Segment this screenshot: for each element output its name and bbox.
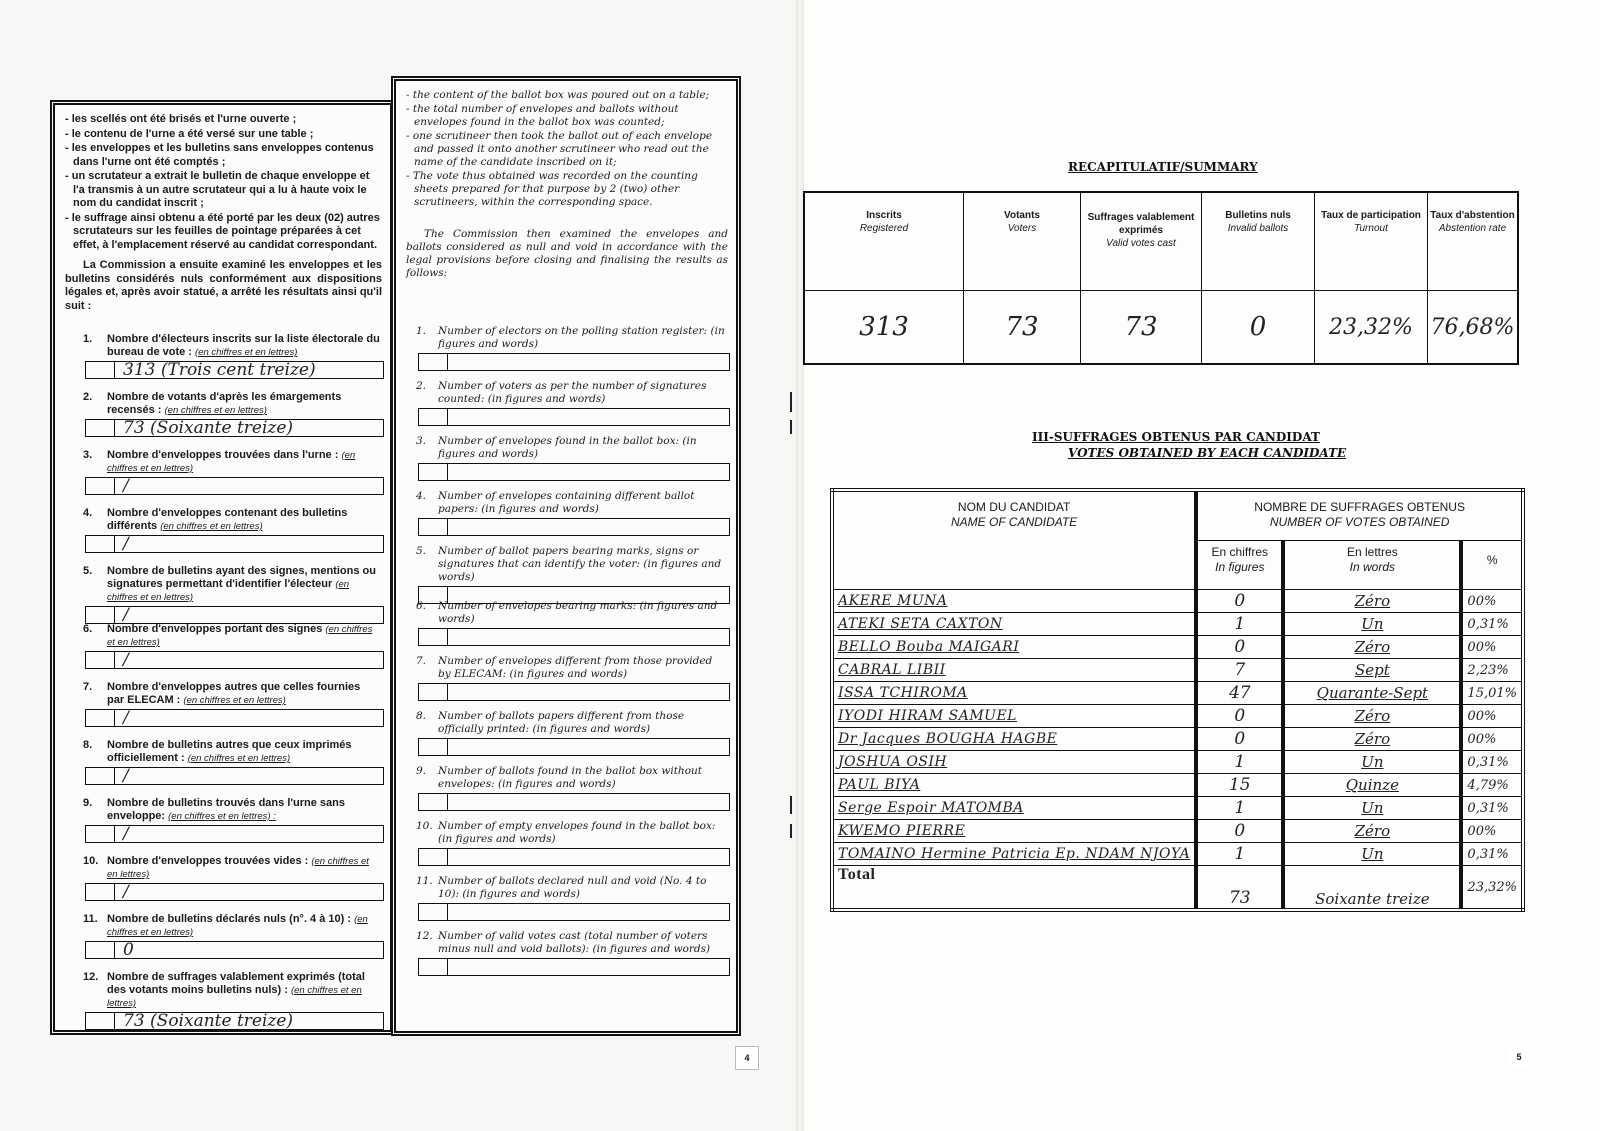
item-label: Nombre d'enveloppes autres que celles fournies par ELECAM : (en chiffres et en lettres) [107, 681, 361, 706]
item-answer-prefix-cell [86, 478, 115, 494]
candidate-row [832, 705, 1523, 728]
item-label: Nombre d'électeurs inscrits sur la liste électorale du bureau de vote : (en chiffres et en lettres) [107, 333, 380, 358]
candidate-row [832, 636, 1523, 659]
item-label: Number of envelopes found in the ballot box: (in figures and words) [438, 435, 697, 460]
candidate-votes-figures: 1 [1196, 613, 1283, 636]
item-number: 1. [83, 333, 93, 345]
en-bullet: - The vote thus obtained was recorded on the counting sheets prepared for that purpose by 2 (two) other scrutineers, within the corresponding space. [406, 170, 730, 209]
item-answer-value: 73 (Soixante treize) [123, 1011, 294, 1031]
fr-item-9 [55, 797, 390, 843]
fr-bullet: - le suffrage ainsi obtenu a été porté par les deux (02) autres scrutateurs sur les feuilles de pointage préparées à cet effet, à l'emplacement réservé au candidat correspondant. [65, 212, 384, 253]
item-label: Nombre d'enveloppes trouvées vides : (en chiffres et en lettres) [107, 855, 369, 880]
item-answer-prefix-cell [86, 1013, 115, 1029]
margin-mark [790, 420, 792, 434]
candidate-votes-words: Quarante-Sept [1283, 682, 1461, 705]
item-number: 4. [83, 507, 93, 519]
candidate-votes-figures: 15 [1196, 774, 1283, 797]
fr-bullet: - le contenu de l'urne a été versé sur une table ; [65, 128, 384, 142]
item-answer-field[interactable] [85, 361, 384, 379]
item-answer-field[interactable] [85, 419, 384, 437]
item-answer-field[interactable] [418, 353, 730, 371]
item-number: 7. [416, 655, 427, 667]
candidate-votes-percent: 00% [1461, 705, 1523, 728]
item-answer-prefix-cell [419, 464, 448, 480]
candidate-votes-figures: 1 [1196, 751, 1283, 774]
header-in-words: En lettres In words [1283, 541, 1461, 590]
en-bullet: - the content of the ballot box was poured out on a table; [406, 89, 730, 102]
item-answer-value [448, 409, 729, 425]
item-label: Number of envelopes bearing marks: (in figures and words) [438, 600, 718, 625]
candidate-votes-percent: 15,01% [1461, 682, 1523, 705]
candidate-votes-words: Un [1283, 843, 1461, 866]
item-answer-value: 313 (Trois cent treize) [123, 360, 316, 380]
item-answer-value: / [123, 882, 129, 902]
item-label: Nombre d'enveloppes contenant des bulletins différents (en chiffres et en lettres) [107, 507, 348, 532]
fr-item-10 [55, 855, 390, 901]
candidate-votes-percent: 0,31% [1461, 843, 1523, 866]
candidate-votes-percent: 00% [1461, 728, 1523, 751]
candidate-votes-figures: 0 [1196, 590, 1283, 613]
item-number: 10. [416, 820, 433, 832]
candidate-name: CABRAL LIBII [832, 659, 1196, 682]
summary-header-abstention: Taux d'abstention Abstention rate [1428, 192, 1519, 291]
item-label: Number of ballots found in the ballot box without envelopes: (in figures and words) [438, 765, 703, 790]
item-number: 11. [83, 913, 98, 925]
candidate-row [832, 613, 1523, 636]
candidate-votes-percent: 0,31% [1461, 751, 1523, 774]
item-answer-prefix-cell [419, 739, 448, 755]
item-number: 6. [83, 623, 93, 635]
french-report-panel [50, 100, 395, 1035]
turnout-value: 23,32% [1315, 291, 1428, 365]
item-answer-prefix-cell [86, 420, 115, 436]
item-answer-value: 73 (Soixante treize) [123, 418, 294, 438]
item-number: 1. [416, 325, 427, 337]
item-answer-field[interactable] [418, 848, 730, 866]
candidates-table [830, 488, 1525, 912]
candidate-votes-words: Un [1283, 613, 1461, 636]
valid-votes-value: 73 [1081, 291, 1202, 365]
item-answer-field[interactable] [85, 709, 384, 727]
item-answer-prefix-cell [86, 942, 115, 958]
candidate-votes-percent: 00% [1461, 636, 1523, 659]
header-percent: % [1461, 541, 1523, 590]
page-number-left: 4 [735, 1046, 759, 1070]
fr-item-7 [55, 681, 390, 727]
candidate-name: JOSHUA OSIH [832, 751, 1196, 774]
margin-mark [790, 796, 792, 814]
item-answer-prefix-cell [86, 884, 115, 900]
candidate-votes-words: Zéro [1283, 820, 1461, 843]
item-label: Nombre d'enveloppes portant des signes (en chiffres et en lettres) [107, 623, 373, 648]
total-percent: 23,32% [1461, 866, 1523, 911]
item-answer-value [448, 519, 729, 535]
item-answer-field[interactable] [418, 793, 730, 811]
candidate-name: IYODI HIRAM SAMUEL [832, 705, 1196, 728]
item-answer-value: / [123, 766, 129, 786]
candidates-header-row [832, 490, 1523, 541]
item-answer-prefix-cell [419, 354, 448, 370]
candidate-votes-figures: 7 [1196, 659, 1283, 682]
voters-value: 73 [964, 291, 1081, 365]
item-answer-value: / [123, 534, 129, 554]
item-answer-value [448, 464, 729, 480]
candidate-votes-words: Un [1283, 797, 1461, 820]
item-answer-prefix-cell [86, 362, 115, 378]
en-item-9 [396, 765, 736, 811]
invalid-ballots-value: 0 [1202, 291, 1315, 365]
item-answer-field[interactable] [85, 606, 384, 624]
fr-item-12 [55, 971, 390, 1030]
candidate-votes-percent: 0,31% [1461, 613, 1523, 636]
en-item-4 [396, 490, 736, 536]
summary-header-voters: Votants Voters [964, 192, 1081, 291]
item-number: 5. [416, 545, 427, 557]
header-votes-obtained: NOMBRE DE SUFFRAGES OBTENUS NUMBER OF VOTES OBTAINED [1196, 490, 1523, 541]
item-answer-value [448, 684, 729, 700]
en-bullet: - the total number of envelopes and ballots without envelopes found in the ballot box was counted; [406, 103, 730, 129]
fr-bullet: - un scrutateur a extrait le bulletin de chaque enveloppe et l'a transmis à un autre scrutateur qui a lu à haute voix le nom du candidat inscrit ; [65, 170, 384, 211]
item-number: 5. [83, 565, 93, 577]
page-number-right: 5 [1508, 1046, 1530, 1068]
candidate-name: Dr Jacques BOUGHA HAGBE [832, 728, 1196, 751]
candidate-votes-words: Zéro [1283, 705, 1461, 728]
item-number: 2. [83, 391, 93, 403]
item-answer-field[interactable] [85, 1012, 384, 1030]
fr-bullet: - les enveloppes et les bulletins sans enveloppes contenus dans l'urne ont été comptés ; [65, 142, 384, 169]
total-words: Soixante treize [1283, 866, 1461, 911]
header-in-figures: En chiffres In figures [1196, 541, 1283, 590]
item-number: 12. [416, 930, 433, 942]
en-item-12 [396, 930, 736, 976]
item-label: Nombre de suffrages valablement exprimés (total des votants moins bulletins nuls) : (en chiffres et en lettres) [107, 971, 365, 1009]
en-item-3 [396, 435, 736, 481]
total-label-cell: Total [832, 866, 1196, 911]
item-answer-prefix-cell [86, 536, 115, 552]
item-answer-field[interactable] [418, 738, 730, 756]
summary-header-turnout: Taux de participation Turnout [1315, 192, 1428, 291]
item-number: 8. [416, 710, 427, 722]
item-number: 7. [83, 681, 93, 693]
item-answer-prefix-cell [419, 849, 448, 865]
header-candidate-name: NOM DU CANDIDAT NAME OF CANDIDATE [832, 490, 1196, 590]
item-answer-prefix-cell [419, 959, 448, 975]
margin-mark [790, 824, 792, 838]
summary-values-row [804, 291, 1518, 365]
fr-item-8 [55, 739, 390, 785]
item-answer-field[interactable] [418, 628, 730, 646]
candidate-votes-figures: 0 [1196, 705, 1283, 728]
item-answer-value [448, 739, 729, 755]
item-label: Number of ballots papers different from those officially printed: (in figures and words) [438, 710, 685, 735]
item-number: 9. [83, 797, 93, 809]
en-item-7 [396, 655, 736, 701]
item-answer-value [448, 354, 729, 370]
candidate-votes-percent: 4,79% [1461, 774, 1523, 797]
candidate-row [832, 820, 1523, 843]
fr-item-1 [55, 333, 390, 379]
item-label: Number of valid votes cast (total number of voters minus null and void ballots): (in figures and words) [438, 930, 711, 955]
candidate-row [832, 843, 1523, 866]
item-answer-prefix-cell [419, 409, 448, 425]
item-answer-prefix-cell [419, 684, 448, 700]
item-answer-prefix-cell [419, 904, 448, 920]
item-number: 12. [83, 971, 99, 983]
item-label: Number of envelopes different from those provided by ELECAM: (in figures and words) [438, 655, 713, 680]
candidate-name: ISSA TCHIROMA [832, 682, 1196, 705]
en-bullet: - one scrutineer then took the ballot out of each envelope and passed it onto another scrutineer who read out the name of the candidate inscribed on it; [406, 130, 730, 169]
english-report-panel [391, 76, 741, 1036]
item-answer-value [448, 959, 729, 975]
candidate-votes-words: Zéro [1283, 636, 1461, 659]
candidate-name: AKERE MUNA [832, 590, 1196, 613]
candidate-name: KWEMO PIERRE [832, 820, 1196, 843]
candidate-votes-figures: 0 [1196, 728, 1283, 751]
item-answer-field[interactable] [418, 518, 730, 536]
en-intro-paragraph: The Commission then examined the envelopes and ballots considered as null and void in accordance with the legal provisions before closing and finalising the results as follows: [406, 228, 728, 279]
candidate-votes-figures: 1 [1196, 843, 1283, 866]
candidate-votes-percent: 00% [1461, 820, 1523, 843]
item-answer-field[interactable] [85, 767, 384, 785]
item-answer-value [448, 629, 729, 645]
candidate-row [832, 774, 1523, 797]
candidates-body [832, 590, 1523, 866]
candidate-votes-percent: 0,31% [1461, 797, 1523, 820]
item-answer-field[interactable] [85, 477, 384, 495]
item-answer-field[interactable] [85, 883, 384, 901]
item-label: Number of empty envelopes found in the ballot box: (in figures and words) [438, 820, 716, 845]
candidate-row [832, 751, 1523, 774]
item-number: 11. [416, 875, 433, 887]
candidate-votes-figures: 47 [1196, 682, 1283, 705]
item-number: 3. [416, 435, 427, 447]
candidate-name: ATEKI SETA CAXTON [832, 613, 1196, 636]
candidates-total-row [832, 866, 1523, 911]
en-item-8 [396, 710, 736, 756]
item-label: Nombre de bulletins trouvés dans l'urne sans enveloppe: (en chiffres et en lettres) : [107, 797, 345, 822]
french-procedure-list [55, 105, 390, 252]
candidate-row [832, 682, 1523, 705]
candidate-row [832, 728, 1523, 751]
candidate-row [832, 659, 1523, 682]
item-label: Nombre d'enveloppes trouvées dans l'urne : (en chiffres et en lettres) [107, 449, 356, 474]
en-item-2 [396, 380, 736, 426]
item-label: Nombre de votants d'après les émargements recensés : (en chiffres et en lettres) [107, 391, 342, 416]
item-answer-field[interactable] [418, 683, 730, 701]
item-answer-field[interactable] [85, 651, 384, 669]
en-item-10 [396, 820, 736, 866]
margin-mark [790, 392, 792, 412]
candidate-votes-words: Sept [1283, 659, 1461, 682]
item-label: Number of ballot papers bearing marks, signs or signatures that can identify the voter: (in figures and words) [438, 545, 722, 583]
fr-item-2 [55, 391, 390, 437]
summary-header-invalid: Bulletins nuls Invalid ballots [1202, 192, 1315, 291]
item-label: Nombre de bulletins ayant des signes, mentions ou signatures permettant d'identifier l'électeur (en chiffres et en lettres) [107, 565, 376, 603]
item-answer-value: 0 [123, 940, 134, 960]
candidate-votes-words: Zéro [1283, 728, 1461, 751]
item-answer-field[interactable] [85, 535, 384, 553]
candidate-name: Serge Espoir MATOMBA [832, 797, 1196, 820]
item-number: 10. [83, 855, 99, 867]
item-answer-value: / [123, 650, 129, 670]
item-answer-prefix-cell [419, 794, 448, 810]
en-item-11 [396, 875, 736, 921]
item-answer-value: / [123, 708, 129, 728]
summary-header-row [804, 192, 1518, 291]
candidate-votes-figures: 1 [1196, 797, 1283, 820]
fr-item-6 [55, 623, 390, 669]
candidate-votes-words: Un [1283, 751, 1461, 774]
item-answer-value [448, 794, 729, 810]
item-answer-field[interactable] [418, 463, 730, 481]
abstention-value: 76,68% [1428, 291, 1519, 365]
summary-table [803, 191, 1519, 365]
candidate-name: TOMAINO Hermine Patricia Ep. NDAM NJOYA [832, 843, 1196, 866]
en-item-6 [396, 600, 736, 646]
candidate-votes-percent: 2,23% [1461, 659, 1523, 682]
candidate-votes-figures: 0 [1196, 820, 1283, 843]
candidate-votes-figures: 0 [1196, 636, 1283, 659]
item-answer-value [448, 849, 729, 865]
candidates-section-title-fr: III-SUFFRAGES OBTENUS PAR CANDIDAT [1032, 430, 1320, 444]
fr-item-4 [55, 507, 390, 553]
en-item-1 [396, 325, 736, 371]
item-number: 6. [416, 600, 427, 612]
item-answer-prefix-cell [86, 768, 115, 784]
item-answer-field[interactable] [85, 825, 384, 843]
item-answer-field[interactable] [418, 903, 730, 921]
item-answer-prefix-cell [86, 652, 115, 668]
item-label: Number of electors on the polling station register: (in figures and words) [438, 325, 725, 350]
item-answer-prefix-cell [86, 710, 115, 726]
item-answer-prefix-cell [419, 629, 448, 645]
item-label: Nombre de bulletins déclarés nuls (n°. 4 à 10) : (en chiffres et en lettres) [107, 913, 368, 938]
item-answer-prefix-cell [86, 826, 115, 842]
summary-header-valid-votes: Suffrages valablement exprimés Valid votes cast [1081, 192, 1202, 291]
candidate-row [832, 797, 1523, 820]
registered-value: 313 [804, 291, 964, 365]
summary-title: RECAPITULATIF/SUMMARY [1068, 160, 1258, 174]
item-answer-value: / [123, 476, 129, 496]
item-label: Number of voters as per the number of signatures counted: (in figures and words) [438, 380, 707, 405]
total-figures: 73 [1196, 866, 1283, 911]
candidate-votes-words: Quinze [1283, 774, 1461, 797]
item-answer-field[interactable] [418, 958, 730, 976]
candidate-row [832, 590, 1523, 613]
fr-intro-paragraph: La Commission a ensuite examiné les enveloppes et les bulletins considérés nuls conformément aux dispositions légales et, après avoir statué, a arrêté les résultats ainsi qu'il suit : [65, 259, 382, 312]
candidate-votes-words: Zéro [1283, 590, 1461, 613]
item-label: Number of ballots declared null and void (No. 4 to 10): (in figures and words) [438, 875, 707, 900]
item-number: 3. [83, 449, 93, 461]
item-answer-value [448, 904, 729, 920]
candidate-votes-percent: 00% [1461, 590, 1523, 613]
candidate-name: PAUL BIYA [832, 774, 1196, 797]
fr-bullet: - les scellés ont été brisés et l'urne ouverte ; [65, 113, 384, 127]
candidates-section-title-en: VOTES OBTAINED BY EACH CANDIDATE [1068, 446, 1347, 460]
item-number: 2. [416, 380, 427, 392]
item-answer-field[interactable] [85, 941, 384, 959]
item-number: 9. [416, 765, 427, 777]
item-number: 8. [83, 739, 93, 751]
item-number: 4. [416, 490, 427, 502]
item-label: Number of envelopes containing different ballot papers: (in figures and words) [438, 490, 695, 515]
item-answer-value: / [123, 824, 129, 844]
item-answer-prefix-cell [86, 607, 115, 623]
page-gutter [796, 0, 804, 1131]
item-answer-prefix-cell [419, 519, 448, 535]
item-label: Nombre de bulletins autres que ceux imprimés officiellement : (en chiffres et en lettres) [107, 739, 352, 764]
fr-item-5 [55, 565, 390, 624]
en-item-5 [396, 545, 736, 604]
candidate-name: BELLO Bouba MAIGARI [832, 636, 1196, 659]
item-answer-field[interactable] [418, 408, 730, 426]
item-answer-value: / [123, 605, 129, 625]
english-procedure-list [396, 81, 736, 209]
fr-item-3 [55, 449, 390, 495]
summary-header-registered: Inscrits Registered [804, 192, 964, 291]
fr-item-11 [55, 913, 390, 959]
